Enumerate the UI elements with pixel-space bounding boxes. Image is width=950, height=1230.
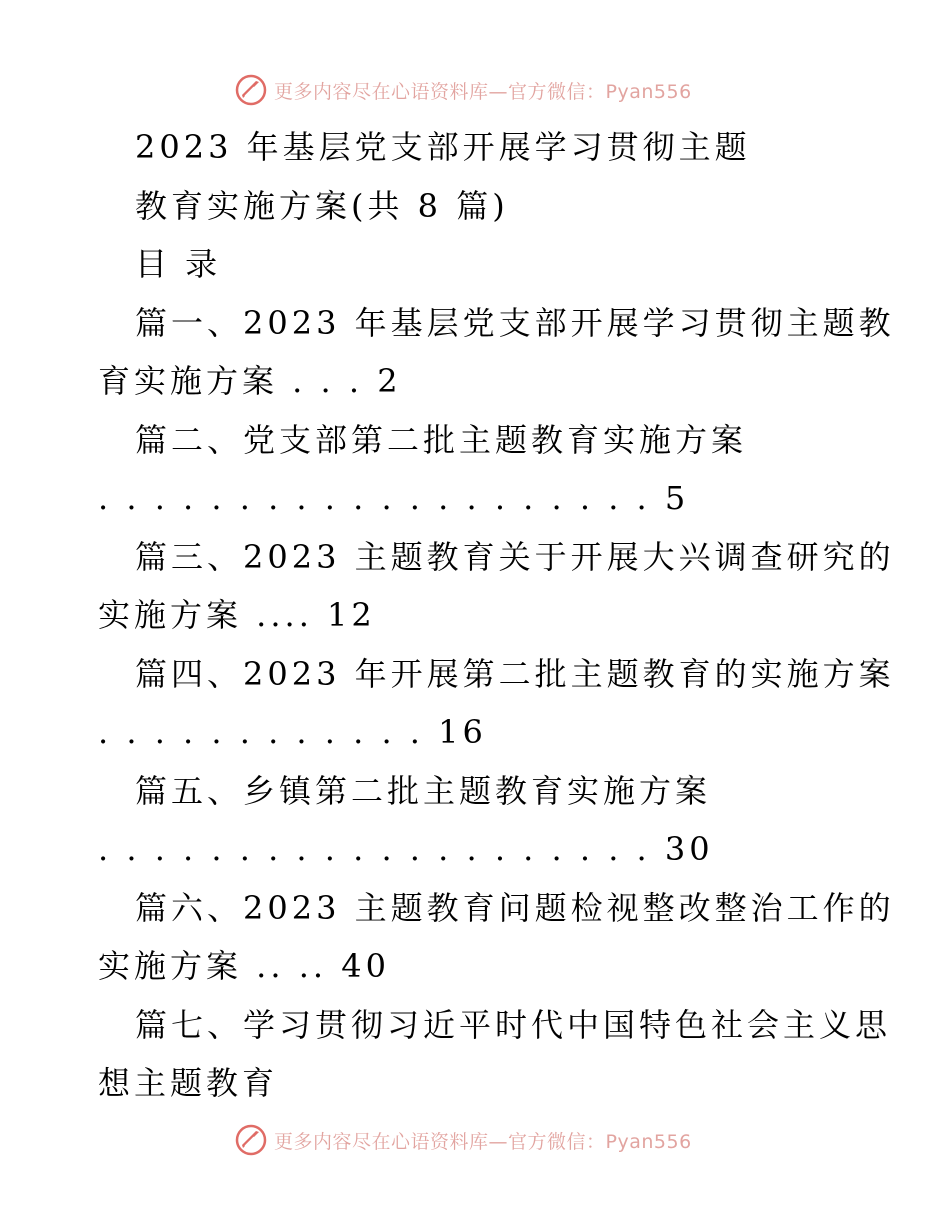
watermark-bottom	[234, 1120, 692, 1160]
toc-entry-3-line-2: 实施方案 .... 12	[98, 596, 376, 634]
toc-entry-6-line-1: 篇六、2023 主题教育问题检视整改整治工作的	[135, 889, 895, 927]
toc-entry-4-line-2: . . . . . . . . . . . . 16	[98, 713, 487, 751]
watermark-text: 更多内容尽在心语资料库—官方微信：Pyan556	[274, 80, 692, 103]
toc-entry-3-line-1: 篇三、2023 主题教育关于开展大兴调查研究的	[135, 538, 895, 576]
watermark-text: 更多内容尽在心语资料库—官方微信：Pyan556	[274, 1130, 692, 1153]
quill-logo-icon	[234, 1123, 268, 1157]
toc-entry-1-line-2: 育实施方案 . . . 2	[98, 362, 402, 400]
toc-entry-6-line-2: 实施方案 .. .. 40	[98, 947, 390, 985]
toc-entry-4-line-1: 篇四、2023 年开展第二批主题教育的实施方案	[135, 655, 895, 693]
toc-entry-5-line-2: . . . . . . . . . . . . . . . . . . . . 30	[98, 830, 714, 868]
toc-entry-2-line-2: . . . . . . . . . . . . . . . . . . . . 5	[98, 479, 690, 517]
toc-entry-2-line-1: 篇二、党支部第二批主题教育实施方案	[135, 421, 748, 459]
document-title-line-1: 2023 年基层党支部开展学习贯彻主题	[135, 128, 751, 166]
toc-entry-1-line-1: 篇一、2023 年基层党支部开展学习贯彻主题教	[135, 304, 895, 342]
watermark-top	[234, 70, 692, 110]
toc-entry-7-line-1: 篇七、学习贯彻习近平时代中国特色社会主义思	[135, 1006, 892, 1044]
toc-entry-5-line-1: 篇五、乡镇第二批主题教育实施方案	[135, 772, 712, 810]
document-title-line-2: 教育实施方案(共 8 篇)	[135, 187, 509, 225]
toc-heading: 目 录	[135, 245, 222, 283]
toc-entry-7-line-2: 想主题教育	[98, 1064, 279, 1102]
quill-logo-icon	[234, 73, 268, 107]
